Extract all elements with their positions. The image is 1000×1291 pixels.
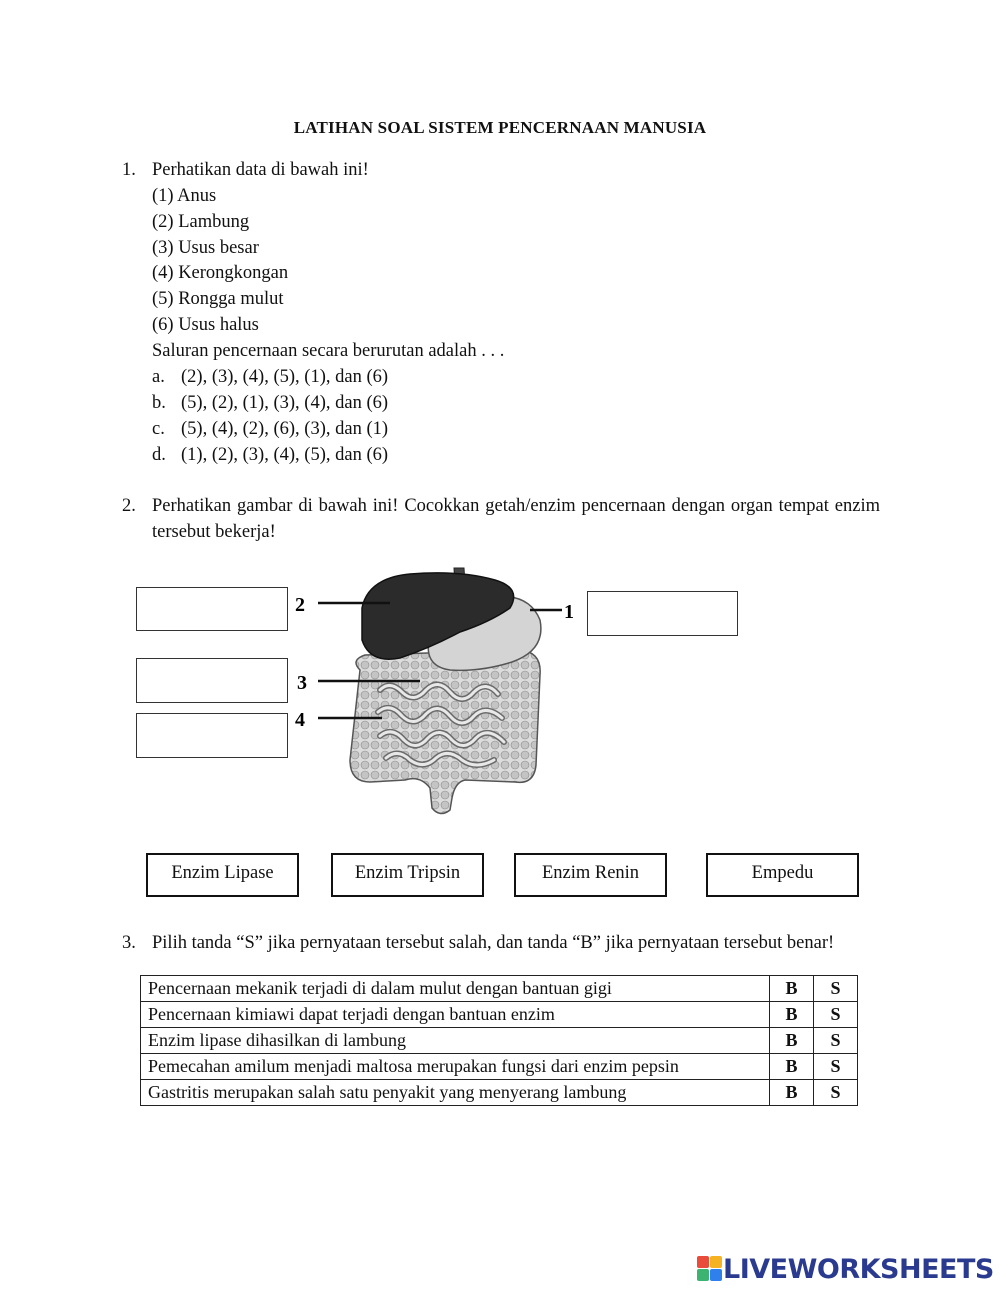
statement: Pencernaan mekanik terjadi di dalam mulut dengan bantuan gigi: [141, 976, 770, 1002]
digestive-system-illustration: [290, 560, 590, 820]
option-b[interactable]: B: [770, 1054, 814, 1080]
answer-box-4[interactable]: [136, 713, 288, 758]
logo-icon: [697, 1256, 723, 1282]
label-2: 2: [295, 594, 305, 616]
statement: Pemecahan amilum menjadi maltosa merupakan fungsi dari enzim pepsin: [141, 1054, 770, 1080]
q1-option-a-letter: a.: [152, 367, 165, 387]
label-3: 3: [297, 672, 307, 694]
option-s[interactable]: S: [814, 1028, 858, 1054]
option-b[interactable]: B: [770, 1028, 814, 1054]
page-title: LATIHAN SOAL SISTEM PENCERNAAN MANUSIA: [293, 118, 707, 137]
option-s[interactable]: S: [814, 1054, 858, 1080]
q1-option-c[interactable]: (5), (4), (2), (6), (3), dan (1): [181, 419, 389, 439]
q1-item: (4) Kerongkongan: [152, 263, 289, 283]
answer-box-1[interactable]: [587, 591, 738, 636]
statement: Gastritis merupakan salah satu penyakit yang menyerang lambung: [141, 1080, 770, 1106]
choice-enzim-tripsin[interactable]: Enzim Tripsin: [331, 853, 484, 897]
q1-option-d[interactable]: (1), (2), (3), (4), (5), dan (6): [181, 445, 389, 465]
brand-name: LIVEWORKSHEETS: [723, 1253, 994, 1285]
q1-item: (3) Usus besar: [152, 238, 259, 258]
option-s[interactable]: S: [814, 1080, 858, 1106]
table-row: [141, 1002, 858, 1028]
q1-item: (2) Lambung: [152, 212, 250, 232]
choice-empedu[interactable]: Empedu: [706, 853, 859, 897]
q1-option-b[interactable]: (5), (2), (1), (3), (4), dan (6): [181, 393, 389, 413]
q1-prompt: Perhatikan data di bawah ini!: [152, 160, 369, 180]
table-row: [141, 1028, 858, 1054]
table-row: [141, 1080, 858, 1106]
label-1: 1: [564, 601, 574, 623]
statement: Enzim lipase dihasilkan di lambung: [141, 1028, 770, 1054]
table-row: [141, 976, 858, 1002]
q1-number: 1.: [122, 160, 136, 180]
q1-option-a[interactable]: (2), (3), (4), (5), (1), dan (6): [181, 367, 389, 387]
q3-prompt: Pilih tanda “S” jika pernyataan tersebut salah, dan tanda “B” jika pernyataan tersebut benar!: [152, 933, 835, 953]
liveworksheets-logo: [697, 1252, 994, 1286]
q1-option-c-letter: c.: [152, 419, 165, 439]
true-false-table: [140, 975, 858, 1106]
answer-box-2[interactable]: [136, 587, 288, 631]
q1-option-b-letter: b.: [152, 393, 166, 413]
option-b[interactable]: B: [770, 976, 814, 1002]
q1-item: (5) Rongga mulut: [152, 289, 284, 309]
q1-option-d-letter: d.: [152, 445, 166, 465]
q2-number: 2.: [122, 496, 136, 516]
choice-enzim-lipase[interactable]: Enzim Lipase: [146, 853, 299, 897]
table-row: [141, 1054, 858, 1080]
q1-item: (1) Anus: [152, 186, 217, 206]
label-4: 4: [295, 709, 305, 731]
q1-question: Saluran pencernaan secara berurutan adalah . . .: [152, 341, 505, 361]
choice-enzim-renin[interactable]: Enzim Renin: [514, 853, 667, 897]
statement: Pencernaan kimiawi dapat terjadi dengan bantuan enzim: [141, 1002, 770, 1028]
q1-item: (6) Usus halus: [152, 315, 259, 335]
option-s[interactable]: S: [814, 1002, 858, 1028]
option-s[interactable]: S: [814, 976, 858, 1002]
answer-box-3[interactable]: [136, 658, 288, 703]
q3-number: 3.: [122, 933, 136, 953]
q2-prompt: Perhatikan gambar di bawah ini! Cocokkan getah/enzim pencernaan dengan organ tempat enzim tersebut bekerja!: [152, 496, 880, 542]
option-b[interactable]: B: [770, 1002, 814, 1028]
option-b[interactable]: B: [770, 1080, 814, 1106]
